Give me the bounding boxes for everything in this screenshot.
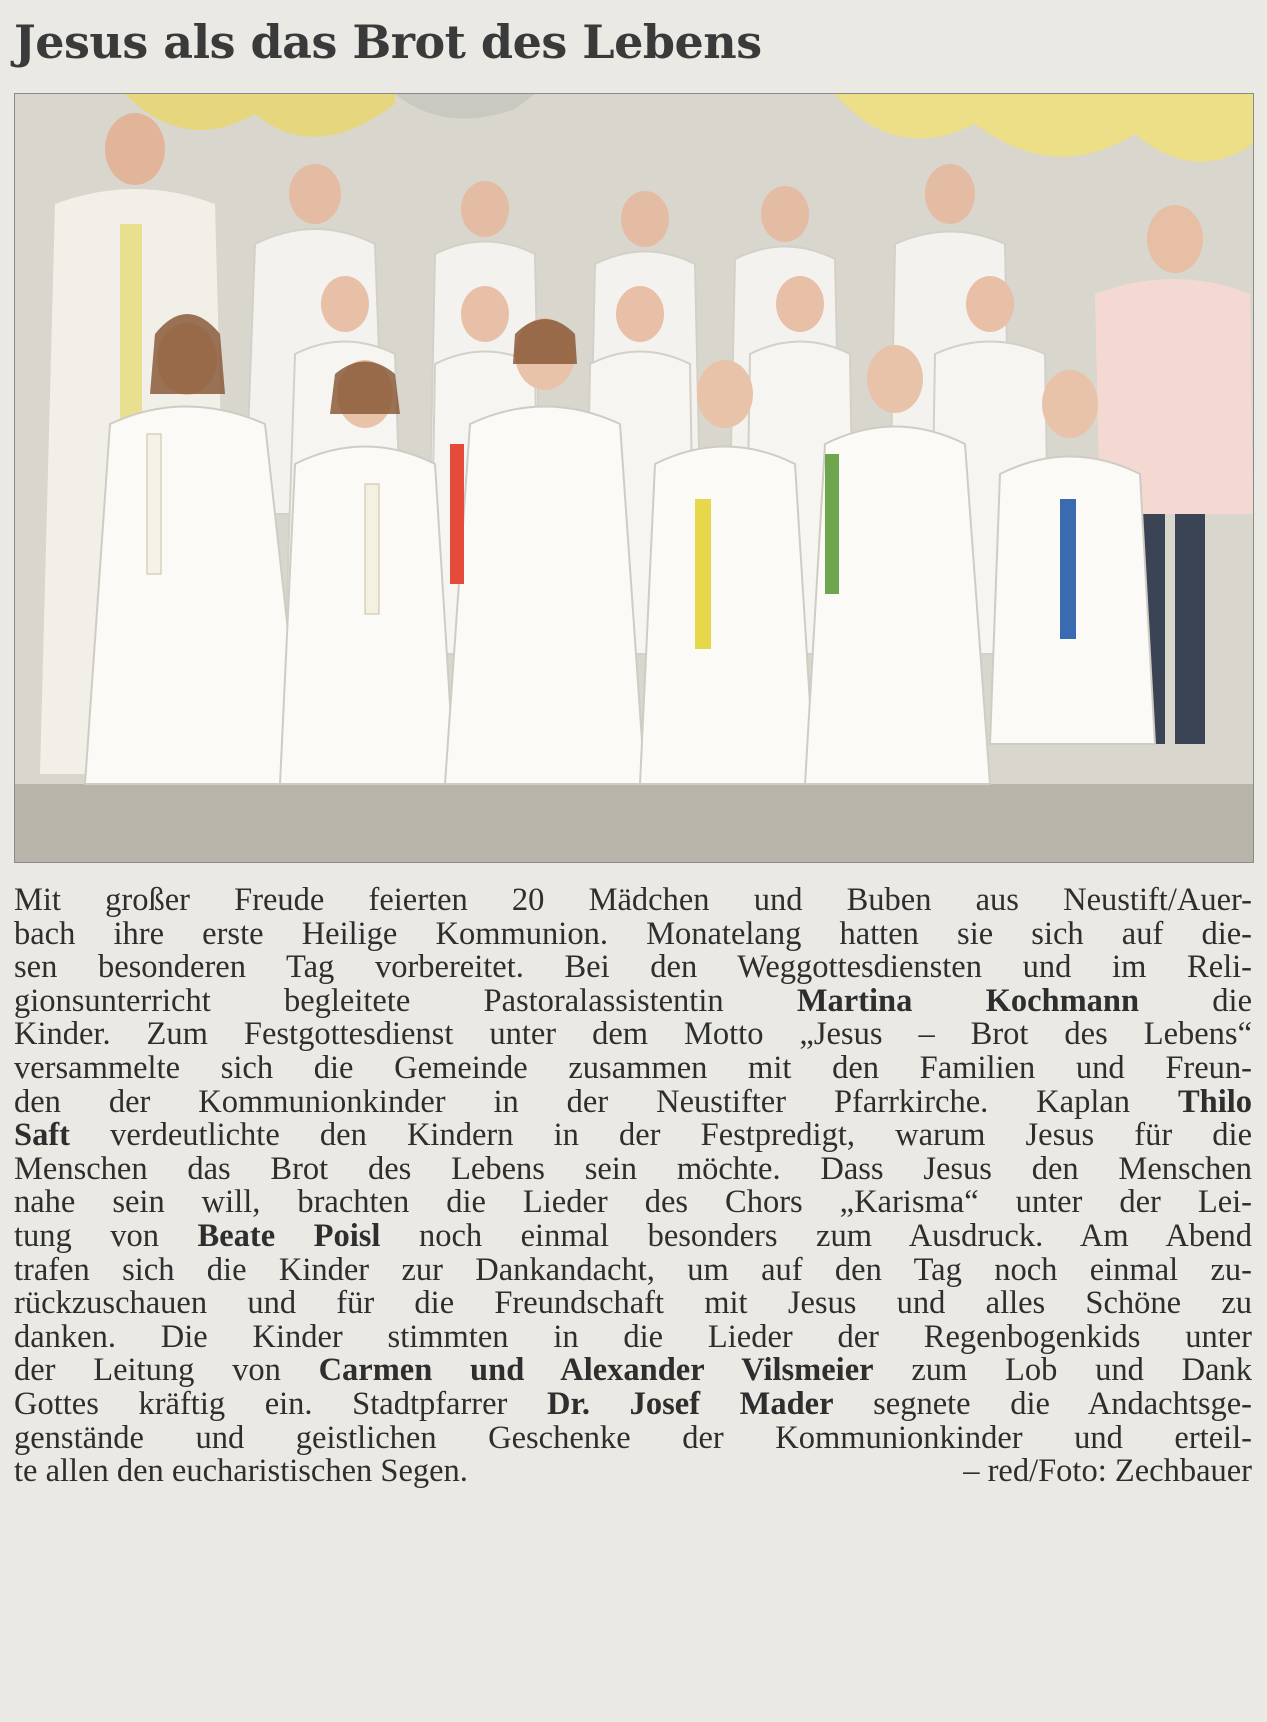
article-line-13: rückzuschauen und für die Freundschaft mit Jesus und alles Schöne zu — [14, 1285, 1252, 1322]
article-line-5: Kinder. Zum Festgottesdienst unter dem Motto „Jesus – Brot des Lebens“ — [14, 1016, 1252, 1053]
name-saft: Saft — [14, 1117, 70, 1154]
article-line-4: gionsunterricht begleitete Pastoralassistentin Martina Kochmann die — [14, 982, 1252, 1019]
article-line-2: bach ihre erste Heilige Kommunion. Monatelang hatten sie sich auf die- — [14, 915, 1252, 952]
headline: Jesus als das Brot des Lebens — [14, 15, 762, 69]
article-line-8: Saft verdeutlichte den Kindern in der Festpredigt, warum Jesus für die — [14, 1117, 1252, 1154]
article-line-15: der Leitung von Carmen und Alexander Vilsmeier zum Lob und Dank — [14, 1352, 1253, 1389]
name-martina-kochmann: Martina Kochmann — [796, 982, 1140, 1019]
article-line-14: danken. Die Kinder stimmten in die Lieder der Regenbogenkids unter — [14, 1318, 1252, 1355]
article-line-16: Gottes kräftig ein. Stadtpfarrer Dr. Josef Mader segnete die Andachtsge- — [14, 1385, 1253, 1422]
article-body — [14, 884, 1252, 1489]
article-line-12: trafen sich die Kinder zur Dankandacht, um auf den Tag noch einmal zu- — [14, 1251, 1252, 1288]
name-thilo: Thilo — [1177, 1083, 1252, 1120]
article-line-3: sen besonderen Tag vorbereitet. Bei den Weggottesdiensten und im Reli- — [14, 949, 1252, 986]
article-line-18: te allen den eucharistischen Segen. – red/Foto: Zechbauer — [14, 1453, 1252, 1490]
group-photo-icon — [15, 94, 1253, 862]
name-carmen-alexander-vilsmeier: Carmen und Alexander Vilsmeier — [318, 1352, 874, 1389]
article-line-17: genstände und geistlichen Geschenke der Kommunionkinder und erteil- — [14, 1419, 1252, 1456]
name-josef-mader: Dr. Josef Mader — [547, 1385, 834, 1422]
group-photo — [14, 93, 1254, 863]
name-beate-poisl: Beate Poisl — [197, 1217, 381, 1254]
article-line-6: versammelte sich die Gemeinde zusammen mit den Familien und Freun- — [14, 1049, 1252, 1086]
article-line-1: Mit großer Freude feierten 20 Mädchen und Buben aus Neustift/Auer- — [14, 882, 1252, 918]
article-line-7: den der Kommunionkinder in der Neustifter Pfarrkirche. Kaplan Thilo — [14, 1083, 1252, 1120]
article-line-11: tung von Beate Poisl noch einmal besonders zum Ausdruck. Am Abend — [14, 1217, 1252, 1254]
photo-credit: – red/Foto: Zechbauer — [963, 1453, 1252, 1490]
article-line-10: nahe sein will, brachten die Lieder des Chors „Karisma“ unter der Lei- — [14, 1184, 1252, 1221]
article-line-9: Menschen das Brot des Lebens sein möchte. Dass Jesus den Menschen — [14, 1150, 1252, 1187]
